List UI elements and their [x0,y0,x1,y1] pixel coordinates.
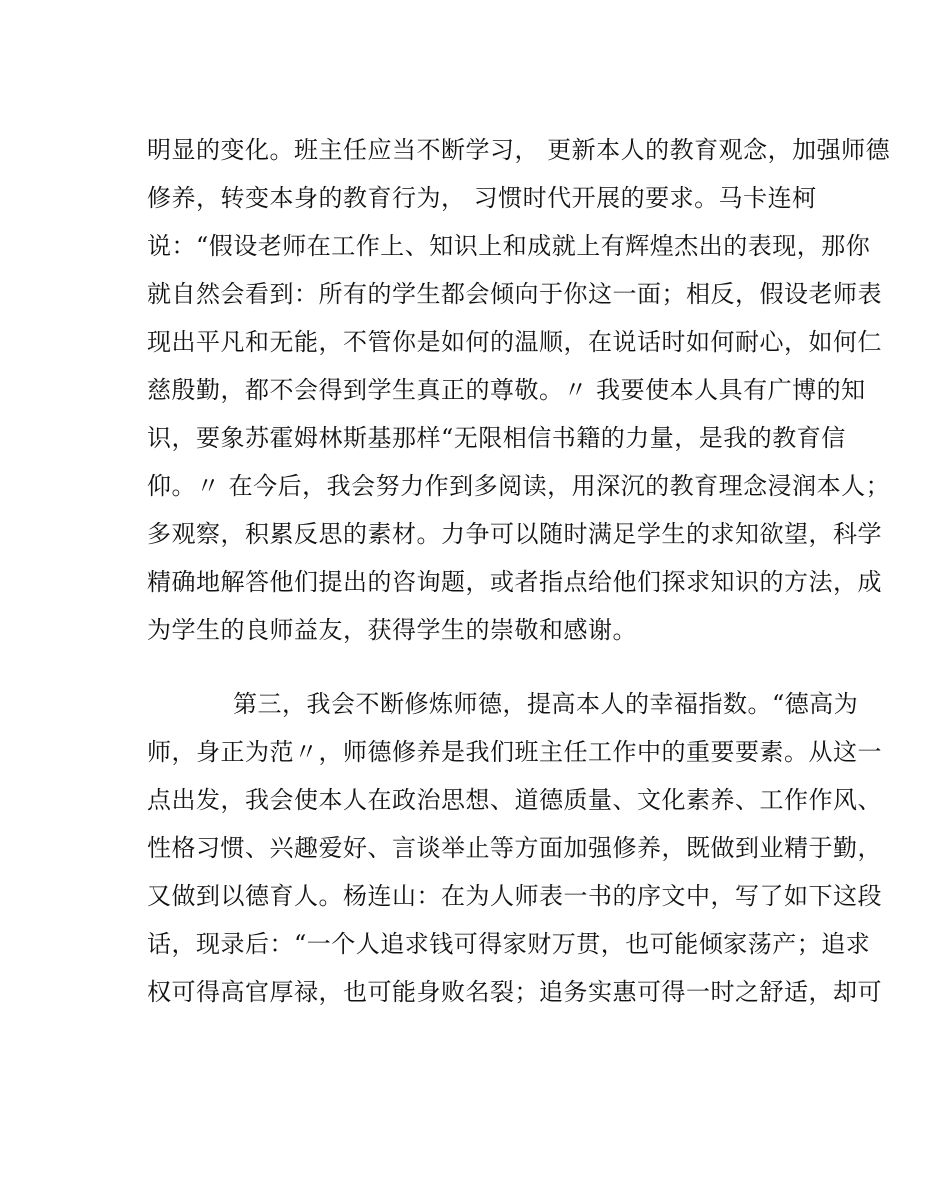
paragraph-line: 慈殷勤，都不会得到学生真正的尊敬。〃 我要使本人具有广博的知 [147,376,866,404]
paragraph-line: 师，身正为范〃，师德修养是我们班主任工作中的重要要素。从这一 [147,738,882,766]
paragraph-line: 为学生的良师益友，获得学生的崇敬和感谢。 [147,616,637,644]
paragraph-line: 精确地解答他们提出的咨询题，或者指点给他们探求知识的方法，成 [147,568,882,596]
paragraph-line: 性格习惯、兴趣爱好、言谈举止等方面加强修养，既做到业精于勤， [147,834,882,862]
paragraph-line: 话，现录后：“一个人追求钱可得家财万贯，也可能倾家荡产；追求 [147,930,871,958]
paragraph-line: 权可得高官厚禄，也可能身败名裂；追务实惠可得一时之舒适，却可 [147,978,882,1006]
paragraph-line: 就自然会看到：所有的学生都会倾向于你这一面；相反，假设老师表 [147,280,882,308]
paragraph-line: 现出平凡和无能，不管你是如何的温顺，在说话时如何耐心，如何仁 [147,328,882,356]
paragraph-line: 修养，转变本身的教育行为， 习惯时代开展的要求。马卡连柯 [147,184,817,212]
paragraph-line: 识，要象苏霍姆林斯基那样“无限相信书籍的力量，是我的教育信 [147,424,846,452]
paragraph-line: 点出发，我会使本人在政治思想、道德质量、文化素养、工作作风、 [147,786,882,814]
paragraph-line: 多观察，积累反思的素材。力争可以随时满足学生的求知欲望，科学 [147,520,882,548]
paragraph-line: 说：“假设老师在工作上、知识上和成就上有辉煌杰出的表现，那你 [147,232,871,260]
paragraph-line-indented: 第三，我会不断修炼师德，提高本人的幸福指数。“德高为 [233,690,859,718]
paragraph-line: 仰。〃 在今后，我会努力作到多阅读，用深沉的教育理念浸润本人； [147,472,891,500]
paragraph-line: 又做到以德育人。杨连山：在为人师表一书的序文中，写了如下这段 [147,882,882,910]
paragraph-line: 明显的变化。班主任应当不断学习， 更新本人的教育观念，加强师德 [147,136,891,164]
